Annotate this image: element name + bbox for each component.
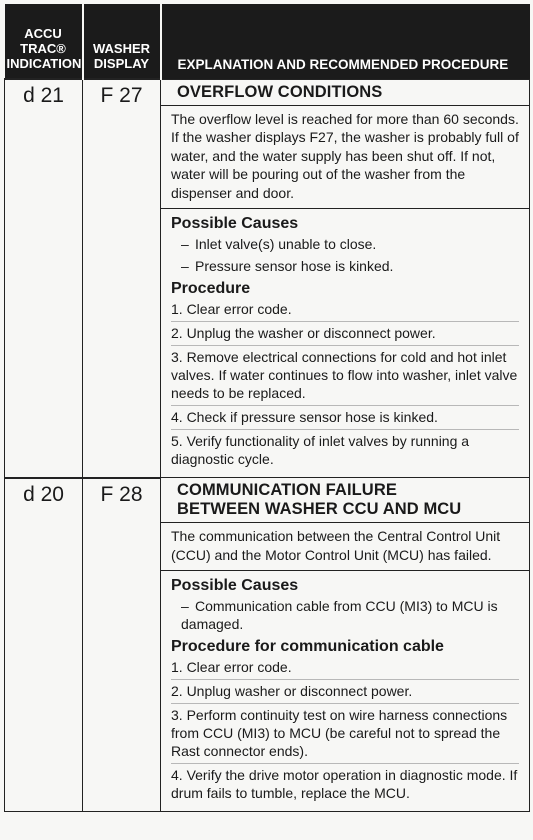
procedure-step: 4. Verify the drive motor operation in diagnostic mode. If drum fails to tumble, replace the MCU. (171, 767, 518, 801)
causes-procedure-block (161, 209, 529, 477)
header-accu-line1: ACCU (24, 26, 62, 41)
explanation-cell (161, 79, 530, 478)
cause-item: – Communication cable from CCU (MI3) to MCU is damaged. (181, 598, 498, 632)
explanation-block (161, 106, 529, 210)
section-title-line2: BETWEEN WASHER CCU AND MCU (177, 500, 462, 518)
section-title: OVERFLOW CONDITIONS (177, 82, 383, 101)
header-accu-trac-indication (5, 4, 83, 79)
table-row (5, 478, 530, 812)
header-washer-line2: DISPLAY (93, 56, 150, 71)
header-accu-line2: TRAC® (20, 41, 66, 56)
section-title-block (161, 478, 529, 523)
procedure-step: 3. Perform continuity test on wire harness connections from CCU (MI3) to MCU (be careful not to spread the Rast connector ends). (171, 704, 519, 764)
procedure-step: 2. Unplug washer or disconnect power. (171, 680, 519, 704)
error-code-table (4, 4, 530, 812)
procedure-step: 3. Remove electrical connections for cold and hot inlet valves. If water continues to flow into washer, inlet valve needs to be replaced. (171, 346, 519, 406)
procedure-step: 4. Check if pressure sensor hose is kinked. (171, 406, 519, 430)
procedure-heading: Procedure for communication cable (171, 638, 444, 655)
cause-text: Inlet valve(s) unable to close. (195, 236, 377, 252)
causes-procedure-block (161, 571, 529, 811)
section-title-line1: COMMUNICATION FAILURE (177, 481, 397, 499)
table-header (5, 4, 530, 79)
cause-item: – Pressure sensor hose is kinked. (181, 258, 394, 274)
explanation-block (161, 523, 529, 571)
header-accu-line3: INDICATION (6, 56, 82, 71)
accu-trac-code: d 20 (5, 478, 83, 812)
possible-causes-heading: Possible Causes (171, 577, 299, 594)
procedure-steps (171, 656, 519, 805)
cause-text: Communication cable from CCU (MI3) to MCU is damaged. (181, 598, 498, 632)
washer-display-code: F 27 (83, 79, 161, 478)
procedure-step: 1. Clear error code. (171, 656, 519, 680)
troubleshooting-table-page (4, 4, 529, 834)
explanation-cell (161, 478, 530, 812)
procedure-step: 1. Clear error code. (171, 298, 519, 322)
procedure-heading: Procedure (171, 280, 251, 297)
washer-display-code: F 28 (83, 478, 161, 812)
procedure-step: 5. Verify functionality of inlet valves by running a diagnostic cycle. (171, 433, 470, 467)
section-title-block (161, 80, 529, 106)
procedure-steps (171, 298, 519, 471)
procedure-step: 2. Unplug the washer or disconnect power. (171, 322, 519, 346)
cause-text: Pressure sensor hose is kinked. (195, 258, 394, 274)
header-washer-display (83, 4, 161, 79)
header-washer-line1: WASHER (92, 41, 151, 56)
possible-causes-heading: Possible Causes (171, 215, 299, 232)
explanation-text: The communication between the Central Control Unit (CCU) and the Motor Control Unit (MCU) has failed. (171, 528, 501, 563)
cause-item: – Inlet valve(s) unable to close. (181, 236, 377, 252)
explanation-text: The overflow level is reached for more than 60 seconds. If the washer displays F27, the washer is probably full of water, and the water supply has been shut off. If not, water will be pouring out of the washer from the dispenser and door. (171, 110, 519, 201)
accu-trac-code: d 21 (5, 79, 83, 478)
table-row (5, 79, 530, 478)
header-explanation: EXPLANATION AND RECOMMENDED PROCEDURE (161, 4, 530, 79)
